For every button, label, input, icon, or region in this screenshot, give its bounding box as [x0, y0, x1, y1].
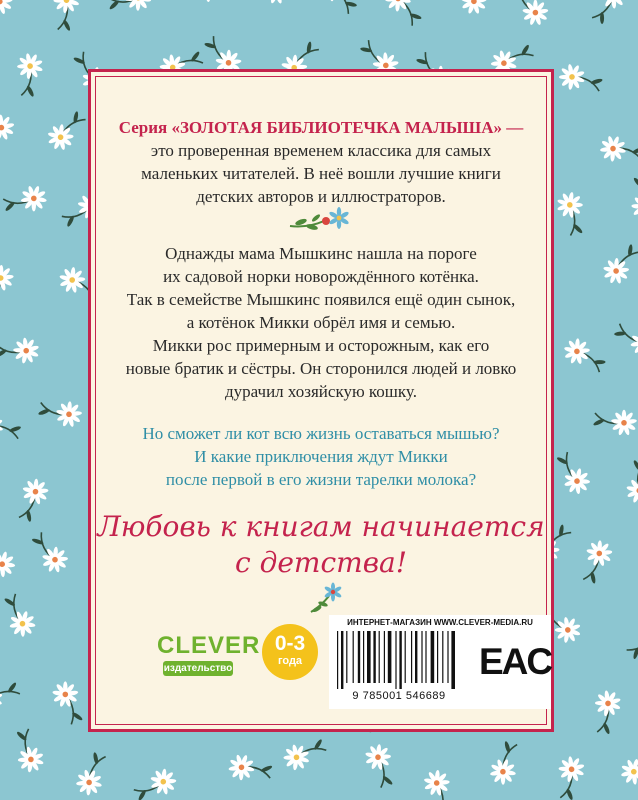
daisy-icon — [132, 768, 177, 800]
barcode-bar — [399, 631, 401, 689]
age-range: 0-3 — [274, 632, 306, 655]
daisy-icon — [0, 327, 43, 373]
story-line-4: а котёнок Микки обрёл имя и семью. — [186, 313, 456, 332]
daisy-icon — [569, 535, 621, 588]
text-panel — [88, 69, 554, 732]
daisy-icon — [554, 55, 607, 106]
daisy-icon — [581, 685, 630, 738]
daisy-icon — [3, 593, 36, 637]
daisy-icon — [362, 743, 398, 789]
daisy-icon — [559, 330, 610, 383]
question-line-3: после первой в его жизни тарелки молока? — [165, 470, 477, 489]
daisy-icon — [283, 738, 327, 771]
barcode-bar — [437, 631, 438, 683]
story-line-3: Так в семействе Мышкинс появился ещё один сынок, — [126, 290, 516, 309]
barcode-bar — [415, 631, 417, 683]
story-line-2: их садовой норки новорождённого котёнка. — [163, 267, 479, 286]
age-rating-badge — [262, 624, 318, 680]
question-line-2: И какие приключения ждут Микки — [194, 447, 448, 466]
question-line-1: Но сможет ли кот всю жизнь оставаться мышью? — [142, 424, 500, 443]
barcode-block — [329, 615, 551, 709]
daisy-icon — [0, 680, 20, 713]
shop-url: ИНТЕРНЕТ-МАГАЗИН WWW.CLEVER-MEDIA.RU — [347, 618, 533, 627]
daisy-icon — [454, 0, 507, 19]
barcode-bar — [367, 631, 371, 683]
barcode-bar — [346, 631, 347, 683]
daisy-icon — [581, 0, 634, 28]
slogan-line-1: Любовь к книгам начинается — [97, 510, 545, 543]
series-line-2: маленьких читателей. В неё вошли лучшие книги — [141, 164, 501, 183]
daisy-icon — [0, 103, 19, 150]
barcode-bar — [373, 631, 375, 683]
flower-divider-icon — [286, 206, 356, 232]
daisy-icon — [34, 387, 87, 437]
daisy-icon — [41, 108, 93, 154]
daisy-icon — [52, 681, 83, 724]
barcode-bars — [335, 631, 459, 689]
barcode-bar — [431, 631, 435, 683]
eac-mark: EAC — [479, 641, 552, 682]
barcode-bar — [451, 631, 455, 689]
daisy-icon — [41, 0, 89, 35]
small-flower-icon — [303, 582, 349, 618]
barcode-bar — [384, 631, 385, 683]
daisy-icon — [0, 533, 16, 578]
barcode-bar — [405, 631, 406, 683]
story-line-6: новые братик и сёстры. Он сторонился людей и ловко — [125, 359, 517, 378]
barcode-bar — [395, 631, 396, 689]
daisy-icon — [1, 180, 49, 218]
age-unit: года — [277, 655, 303, 667]
barcode-bar — [358, 631, 360, 683]
daisy-icon — [421, 769, 456, 800]
daisy-icon — [508, 0, 552, 31]
publisher-logo — [157, 632, 261, 680]
barcode-bar — [388, 631, 392, 683]
daisy-icon — [555, 450, 591, 496]
daisy-icon — [105, 0, 154, 18]
story-line-5: Микки рос примерным и осторожным, как его — [152, 336, 490, 355]
daisy-icon — [544, 751, 594, 800]
barcode-bar — [337, 631, 338, 689]
isbn-number: 9 785001 546689 — [352, 690, 446, 702]
daisy-icon — [315, 0, 360, 21]
daisy-icon — [255, 0, 300, 8]
daisy-icon — [223, 745, 276, 794]
daisy-icon — [618, 456, 638, 508]
daisy-icon — [0, 0, 22, 36]
daisy-icon — [382, 0, 424, 31]
daisy-icon — [621, 618, 638, 661]
daisy-icon — [4, 48, 52, 101]
barcode-bar — [421, 631, 422, 683]
series-line-3: детских авторов и иллюстраторов. — [196, 187, 446, 206]
daisy-icon — [624, 173, 638, 222]
daisy-icon — [0, 404, 25, 455]
story-line-7: дурачил хозяйскую кошку. — [225, 382, 417, 401]
barcode-bar — [379, 631, 380, 683]
logo-wordmark: CLEVER — [157, 632, 261, 659]
slogan-line-2: с детства! — [235, 546, 407, 579]
barcode-bar — [425, 631, 426, 683]
barcode-bar — [353, 631, 354, 683]
daisy-icon — [11, 727, 47, 773]
daisy-icon — [552, 190, 590, 238]
daisy-icon — [30, 527, 71, 577]
daisy-icon — [610, 311, 638, 364]
daisy-icon — [5, 473, 57, 526]
daisy-icon — [190, 0, 222, 2]
logo-subtitle: издательство — [163, 663, 233, 674]
daisy-icon — [67, 748, 119, 800]
daisy-icon — [481, 737, 532, 790]
daisy-icon — [589, 396, 638, 445]
barcode-bar — [411, 631, 412, 683]
barcode-bar — [442, 631, 443, 683]
series-heading: Серия «ЗОЛОТАЯ БИБЛИОТЕЧКА МАЛЫША» — — [118, 118, 524, 137]
barcode-bar — [341, 631, 343, 689]
story-line-1: Однажды мама Мышкинс нашла на пороге — [165, 244, 477, 263]
daisy-icon — [616, 746, 638, 788]
barcode-bar — [363, 631, 364, 683]
barcode-bar — [447, 631, 448, 683]
daisy-icon — [0, 260, 23, 313]
daisy-icon — [596, 241, 638, 288]
series-line-1: это проверенная временем классика для самых — [150, 141, 492, 160]
daisy-icon — [595, 126, 638, 176]
